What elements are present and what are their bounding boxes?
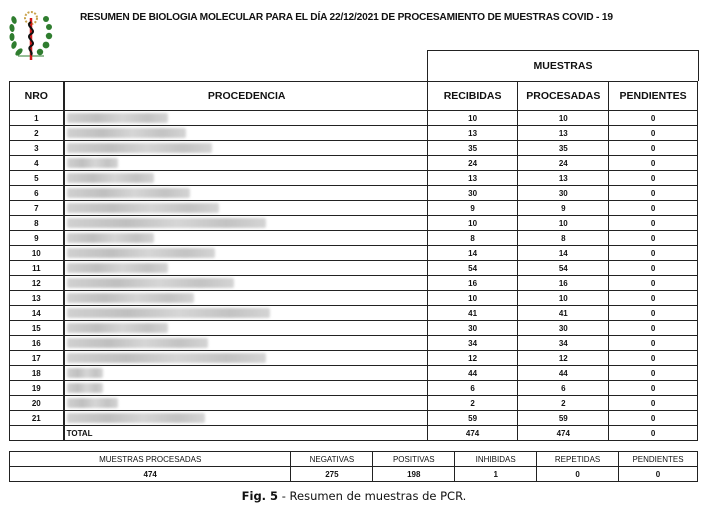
nro-cell: 5	[10, 171, 64, 186]
col-nro: NRO	[10, 82, 64, 111]
procedencia-cell-redacted	[64, 276, 428, 291]
report-title: RESUMEN DE BIOLOGIA MOLECULAR PARA EL DÍA 22/12/2021 DE PROCESAMIENTO DE MUESTRAS COVID - 19	[80, 11, 613, 23]
pendientes-cell: 0	[609, 291, 698, 306]
pendientes-cell: 0	[609, 381, 698, 396]
recibidas-cell: 9	[427, 201, 518, 216]
pendientes-cell: 0	[609, 111, 698, 126]
procesadas-cell: 41	[518, 306, 609, 321]
redacted-name-blur	[67, 413, 205, 423]
pendientes-cell: 0	[609, 171, 698, 186]
pendientes-cell: 0	[609, 246, 698, 261]
procedencia-cell-redacted	[64, 126, 428, 141]
nro-cell: 7	[10, 201, 64, 216]
recibidas-cell: 10	[427, 216, 518, 231]
table-header-row	[10, 82, 698, 111]
total-pendientes: 0	[609, 426, 698, 441]
recibidas-cell: 35	[427, 141, 518, 156]
pendientes-cell: 0	[609, 156, 698, 171]
nro-cell: 21	[10, 411, 64, 426]
procedencia-cell-redacted	[64, 246, 428, 261]
procesadas-cell: 14	[518, 246, 609, 261]
nro-cell: 4	[10, 156, 64, 171]
procesadas-cell: 6	[518, 381, 609, 396]
procesadas-cell: 10	[518, 111, 609, 126]
recibidas-cell: 13	[427, 126, 518, 141]
recibidas-cell: 34	[427, 336, 518, 351]
procesadas-cell: 35	[518, 141, 609, 156]
figure-caption-text: - Resumen de muestras de PCR.	[278, 489, 467, 503]
procedencia-cell-redacted	[64, 171, 428, 186]
figure-caption	[0, 489, 708, 503]
nro-cell: 16	[10, 336, 64, 351]
procedencia-cell-redacted	[64, 321, 428, 336]
redacted-name-blur	[67, 143, 212, 153]
summary-header-cell: MUESTRAS PROCESADAS	[10, 452, 291, 467]
table-row	[10, 396, 698, 411]
recibidas-cell: 54	[427, 261, 518, 276]
nro-cell: 9	[10, 231, 64, 246]
procedencia-cell-redacted	[64, 411, 428, 426]
summary-values-row	[10, 467, 698, 482]
nro-cell: 15	[10, 321, 64, 336]
procesadas-cell: 12	[518, 351, 609, 366]
procesadas-cell: 13	[518, 126, 609, 141]
pendientes-cell: 0	[609, 126, 698, 141]
procesadas-cell: 10	[518, 216, 609, 231]
table-row	[10, 351, 698, 366]
table-row	[10, 231, 698, 246]
redacted-name-blur	[67, 398, 118, 408]
nro-cell: 1	[10, 111, 64, 126]
procedencia-cell-redacted	[64, 201, 428, 216]
col-pendientes: PENDIENTES	[609, 82, 698, 111]
total-procesadas: 474	[518, 426, 609, 441]
procedencia-table	[9, 81, 698, 441]
redacted-name-blur	[67, 308, 270, 318]
redacted-name-blur	[67, 188, 190, 198]
summary-value-cell: 474	[10, 467, 291, 482]
procesadas-cell: 30	[518, 321, 609, 336]
table-row	[10, 111, 698, 126]
pendientes-cell: 0	[609, 186, 698, 201]
redacted-name-blur	[67, 293, 194, 303]
table-row	[10, 126, 698, 141]
recibidas-cell: 8	[427, 231, 518, 246]
pendientes-cell: 0	[609, 396, 698, 411]
redacted-name-blur	[67, 158, 118, 168]
recibidas-cell: 41	[427, 306, 518, 321]
table-row	[10, 156, 698, 171]
total-nro-cell	[10, 426, 64, 441]
procedencia-cell-redacted	[64, 156, 428, 171]
nro-cell: 6	[10, 186, 64, 201]
procedencia-cell-redacted	[64, 231, 428, 246]
nro-cell: 10	[10, 246, 64, 261]
procedencia-cell-redacted	[64, 111, 428, 126]
nro-cell: 12	[10, 276, 64, 291]
figure-label: Fig. 5	[241, 489, 279, 503]
recibidas-cell: 14	[427, 246, 518, 261]
pendientes-cell: 0	[609, 336, 698, 351]
recibidas-cell: 2	[427, 396, 518, 411]
recibidas-cell: 30	[427, 186, 518, 201]
table-row	[10, 366, 698, 381]
procesadas-cell: 10	[518, 291, 609, 306]
redacted-name-blur	[67, 128, 186, 138]
procesadas-cell: 54	[518, 261, 609, 276]
recibidas-cell: 16	[427, 276, 518, 291]
recibidas-cell: 13	[427, 171, 518, 186]
procesadas-cell: 13	[518, 171, 609, 186]
summary-value-cell: 1	[455, 467, 537, 482]
table-row	[10, 321, 698, 336]
procedencia-cell-redacted	[64, 261, 428, 276]
pendientes-cell: 0	[609, 351, 698, 366]
total-label: TOTAL	[64, 426, 428, 441]
redacted-name-blur	[67, 203, 219, 213]
procesadas-cell: 34	[518, 336, 609, 351]
pendientes-cell: 0	[609, 201, 698, 216]
summary-value-cell: 0	[619, 467, 698, 482]
table-row	[10, 306, 698, 321]
redacted-name-blur	[67, 263, 168, 273]
nro-cell: 3	[10, 141, 64, 156]
nro-cell: 13	[10, 291, 64, 306]
summary-header-cell: NEGATIVAS	[291, 452, 373, 467]
summary-header-cell: INHIBIDAS	[455, 452, 537, 467]
redacted-name-blur	[67, 218, 266, 228]
procedencia-cell-redacted	[64, 351, 428, 366]
table-row	[10, 186, 698, 201]
summary-header-row	[10, 452, 698, 467]
pendientes-cell: 0	[609, 231, 698, 246]
procesadas-cell: 16	[518, 276, 609, 291]
recibidas-cell: 24	[427, 156, 518, 171]
col-procesadas: PROCESADAS	[518, 82, 609, 111]
col-procedencia: PROCEDENCIA	[64, 82, 428, 111]
muestras-group-header: MUESTRAS	[427, 50, 699, 81]
procedencia-cell-redacted	[64, 216, 428, 231]
total-row	[10, 426, 698, 441]
nro-cell: 8	[10, 216, 64, 231]
table-row	[10, 141, 698, 156]
pendientes-cell: 0	[609, 321, 698, 336]
summary-value-cell: 0	[537, 467, 619, 482]
table-row	[10, 411, 698, 426]
procedencia-cell-redacted	[64, 396, 428, 411]
redacted-name-blur	[67, 113, 168, 123]
table-row	[10, 216, 698, 231]
table-row	[10, 276, 698, 291]
procesadas-cell: 44	[518, 366, 609, 381]
procesadas-cell: 8	[518, 231, 609, 246]
summary-value-cell: 275	[291, 467, 373, 482]
procesadas-cell: 2	[518, 396, 609, 411]
recibidas-cell: 30	[427, 321, 518, 336]
summary-table	[9, 451, 698, 482]
redacted-name-blur	[67, 383, 103, 393]
table-row	[10, 291, 698, 306]
redacted-name-blur	[67, 353, 266, 363]
redacted-name-blur	[67, 323, 168, 333]
table-row	[10, 171, 698, 186]
pendientes-cell: 0	[609, 261, 698, 276]
recibidas-cell: 59	[427, 411, 518, 426]
procesadas-cell: 59	[518, 411, 609, 426]
procesadas-cell: 30	[518, 186, 609, 201]
pendientes-cell: 0	[609, 276, 698, 291]
pendientes-cell: 0	[609, 141, 698, 156]
redacted-name-blur	[67, 278, 234, 288]
table-row	[10, 246, 698, 261]
recibidas-cell: 6	[427, 381, 518, 396]
recibidas-cell: 44	[427, 366, 518, 381]
recibidas-cell: 10	[427, 291, 518, 306]
redacted-name-blur	[67, 233, 154, 243]
table-row	[10, 261, 698, 276]
nro-cell: 19	[10, 381, 64, 396]
redacted-name-blur	[67, 368, 103, 378]
procedencia-cell-redacted	[64, 306, 428, 321]
procedencia-cell-redacted	[64, 366, 428, 381]
procesadas-cell: 24	[518, 156, 609, 171]
summary-value-cell: 198	[373, 467, 455, 482]
summary-header-cell: REPETIDAS	[537, 452, 619, 467]
procesadas-cell: 9	[518, 201, 609, 216]
procedencia-cell-redacted	[64, 141, 428, 156]
redacted-name-blur	[67, 338, 208, 348]
procedencia-cell-redacted	[64, 381, 428, 396]
caduceus-laurel-emblem-icon	[6, 8, 56, 64]
pendientes-cell: 0	[609, 366, 698, 381]
redacted-name-blur	[67, 248, 215, 258]
table-row	[10, 381, 698, 396]
pendientes-cell: 0	[609, 306, 698, 321]
nro-cell: 17	[10, 351, 64, 366]
table-row	[10, 201, 698, 216]
pendientes-cell: 0	[609, 216, 698, 231]
pendientes-cell: 0	[609, 411, 698, 426]
recibidas-cell: 12	[427, 351, 518, 366]
procedencia-cell-redacted	[64, 291, 428, 306]
nro-cell: 18	[10, 366, 64, 381]
col-recibidas: RECIBIDAS	[427, 82, 518, 111]
nro-cell: 11	[10, 261, 64, 276]
summary-header-cell: PENDIENTES	[619, 452, 698, 467]
nro-cell: 14	[10, 306, 64, 321]
nro-cell: 2	[10, 126, 64, 141]
table-row	[10, 336, 698, 351]
nro-cell: 20	[10, 396, 64, 411]
procedencia-cell-redacted	[64, 336, 428, 351]
recibidas-cell: 10	[427, 111, 518, 126]
summary-header-cell: POSITIVAS	[373, 452, 455, 467]
redacted-name-blur	[67, 173, 154, 183]
total-recibidas: 474	[427, 426, 518, 441]
procedencia-cell-redacted	[64, 186, 428, 201]
